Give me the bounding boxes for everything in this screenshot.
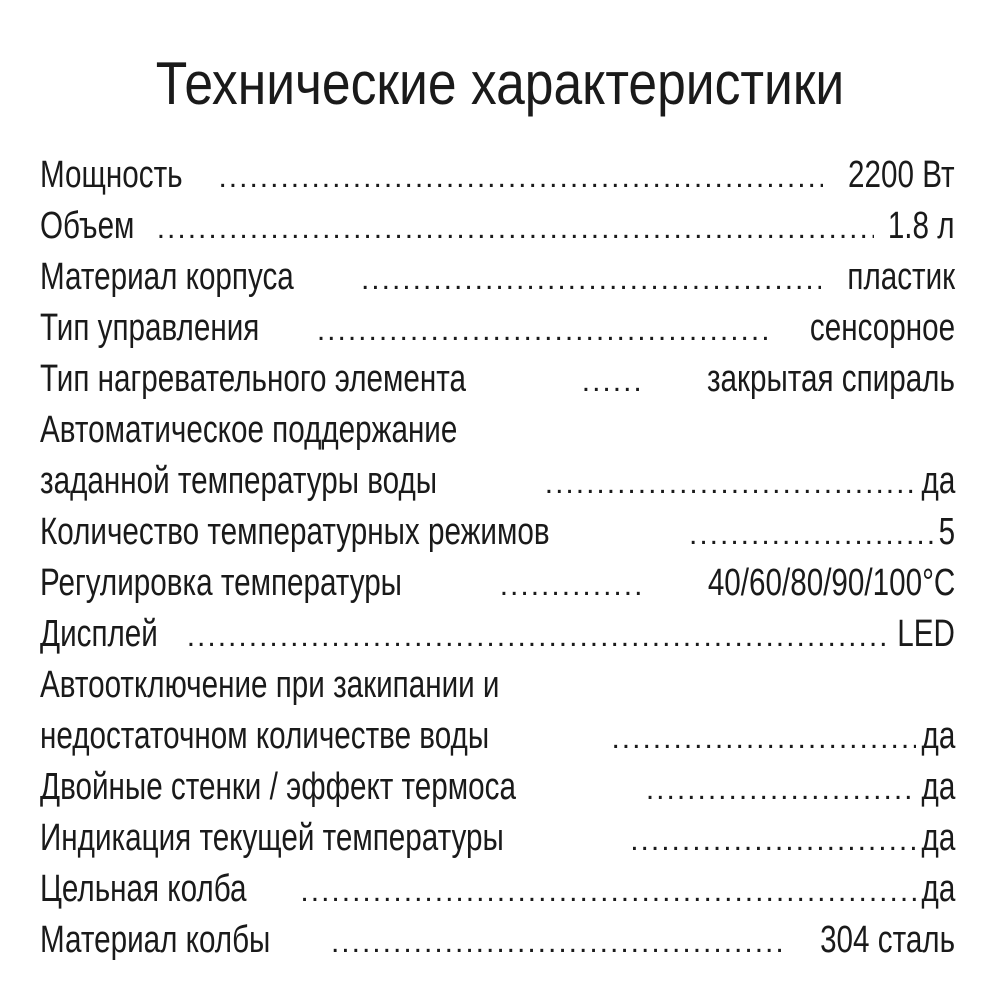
dot-leader (317, 305, 773, 356)
spec-list (40, 150, 955, 966)
spec-row-temperature-modes (40, 507, 955, 558)
spec-value: пластик (847, 256, 955, 298)
spec-value: закрытая спираль (707, 358, 955, 400)
dot-leader (689, 509, 938, 560)
spec-row-display (40, 609, 955, 660)
spec-row-keep-warm (40, 405, 955, 507)
spec-row-temperature-adjustment (40, 558, 955, 609)
dot-leader (300, 866, 916, 917)
dot-leader (545, 458, 916, 509)
spec-row-control-type (40, 303, 955, 354)
spec-label: Цельная колба (40, 868, 247, 910)
spec-row-seamless-flask (40, 864, 955, 915)
spec-row-volume (40, 201, 955, 252)
spec-value: 304 сталь (820, 919, 955, 961)
spec-label: Регулировка температуры (40, 562, 402, 604)
spec-value: LED (897, 613, 955, 655)
spec-label: Тип нагревательного элемента (40, 358, 466, 400)
spec-row-double-walls (40, 762, 955, 813)
dot-leader (611, 713, 916, 764)
spec-row-body-material (40, 252, 955, 303)
dot-leader (331, 917, 786, 968)
spec-label: Количество температурных режимов (40, 511, 550, 553)
spec-row-power (40, 150, 955, 201)
spec-value: да (921, 817, 955, 859)
spec-label-line1: Автоматическое поддержание (40, 409, 458, 451)
dot-leader (187, 611, 886, 662)
spec-label: Двойные стенки / эффект термоса (40, 766, 516, 808)
spec-label: Тип управления (40, 307, 260, 349)
dot-leader (361, 254, 821, 305)
spec-label: Дисплей (40, 613, 158, 655)
dot-leader (582, 356, 642, 407)
spec-label: Материал корпуса (40, 256, 294, 298)
spec-value: 2200 Вт (848, 154, 955, 196)
dot-leader (630, 815, 916, 866)
dot-leader (157, 203, 874, 254)
spec-row-auto-shutoff (40, 660, 955, 762)
spec-value: сенсорное (809, 307, 955, 349)
spec-value: 40/60/80/90/100°С (707, 562, 955, 604)
spec-label-line1: Автоотключение при закипании и (40, 664, 500, 706)
spec-value: да (921, 766, 955, 808)
spec-label: Объем (40, 205, 135, 247)
spec-value: 1.8 л (888, 205, 955, 247)
spec-value: да (921, 868, 955, 910)
spec-label: Индикация текущей температуры (40, 817, 504, 859)
spec-row-flask-material (40, 915, 955, 966)
spec-value: да (921, 715, 955, 757)
spec-value: 5 (938, 511, 955, 553)
spec-row-temperature-indication (40, 813, 955, 864)
spec-label: Мощность (40, 154, 183, 196)
page-title: Технические характеристики (155, 50, 845, 117)
spec-label: заданной температуры воды (40, 460, 438, 502)
spec-label: недостаточном количестве воды (40, 715, 490, 757)
dot-leader (500, 560, 642, 611)
dot-leader (646, 764, 916, 815)
dot-leader (218, 152, 822, 203)
spec-label: Материал колбы (40, 919, 271, 961)
spec-value: да (921, 460, 955, 502)
spec-row-heating-element (40, 354, 955, 405)
